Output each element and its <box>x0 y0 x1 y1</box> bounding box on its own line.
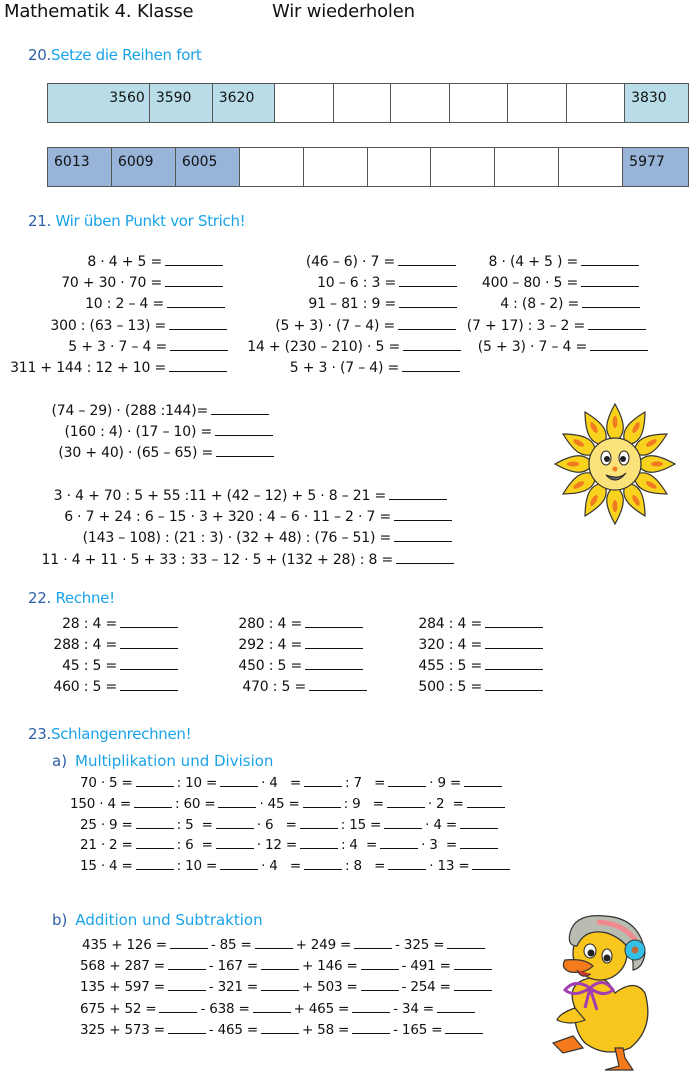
answer-blank[interactable] <box>464 774 502 787</box>
equation <box>64 507 452 526</box>
answer-blank[interactable] <box>170 337 228 351</box>
answer-blank[interactable] <box>581 273 639 287</box>
snake-operation: - 465 = <box>208 1021 258 1038</box>
snake-row <box>80 836 501 854</box>
series-cell-blank[interactable] <box>431 148 495 186</box>
equation-text: 460 : 5 = <box>53 679 117 695</box>
equation-text: (46 – 6) · 7 = <box>305 254 395 270</box>
answer-blank[interactable] <box>305 656 363 670</box>
exercise-21-heading <box>28 212 245 230</box>
exercise-title: Schlangenrechnen! <box>50 725 192 743</box>
exercise-22-heading <box>28 589 115 607</box>
snake-operation: · 4 = <box>425 816 457 833</box>
equation <box>482 273 639 292</box>
equation-text: 320 : 4 = <box>418 637 482 653</box>
snake-operation: · 4 = <box>261 775 302 791</box>
exercise-20-heading <box>28 46 202 64</box>
equation-text: 500 : 5 = <box>418 679 482 695</box>
equation-text: 292 : 4 = <box>238 637 302 653</box>
series-cell-blank[interactable] <box>391 84 450 122</box>
answer-blank[interactable] <box>467 795 505 808</box>
series-cell-blank[interactable] <box>334 84 392 122</box>
equation-text: 45 : 5 = <box>62 658 117 674</box>
equation <box>58 443 274 462</box>
equation-text: 400 – 80 · 5 = <box>481 275 578 292</box>
equation-text: (30 + 40) · (65 – 65) = <box>58 445 213 462</box>
series-cell-blank[interactable] <box>559 148 623 186</box>
equation <box>85 294 225 313</box>
snake-operation: : 8 = <box>345 858 386 875</box>
answer-blank[interactable] <box>169 316 227 330</box>
equation <box>64 422 273 441</box>
answer-blank[interactable] <box>136 836 174 849</box>
snake-operation: · 3 = <box>421 837 457 854</box>
answer-blank[interactable] <box>485 614 543 628</box>
equation-text: 5 + 3 · 7 – 4 = <box>68 338 167 355</box>
snake-operation: 135 + 597 = <box>80 979 165 996</box>
equation <box>290 358 460 377</box>
snake-operation: · 12 = <box>256 837 297 854</box>
snake-operation: - 165 = <box>393 1021 443 1038</box>
equation-text: 300 : (63 – 13) = <box>50 317 166 334</box>
equation <box>500 294 640 313</box>
snake-operation: : 10 = <box>176 858 218 875</box>
snake-operation: 325 + 573 = <box>80 1021 165 1038</box>
snake-operation: 70 · 5 = <box>80 775 133 791</box>
answer-blank[interactable] <box>588 316 646 330</box>
equation-text: 284 : 4 = <box>418 616 482 632</box>
answer-blank[interactable] <box>167 294 225 308</box>
snake-operation: · 4 = <box>261 858 302 875</box>
answer-blank[interactable] <box>170 936 208 949</box>
snake-operation: + 146 = <box>301 958 358 975</box>
answer-blank[interactable] <box>403 337 461 351</box>
equation-text: 14 + (230 – 210) · 5 = <box>247 338 400 355</box>
equation-text: 4 : (8 - 2) = <box>500 296 579 313</box>
equation <box>42 550 454 569</box>
snake-operation: · 9 = <box>429 775 462 791</box>
answer-blank[interactable] <box>454 978 492 991</box>
answer-blank[interactable] <box>120 677 178 691</box>
equation <box>418 635 543 654</box>
snake-row <box>80 1021 486 1039</box>
snake-operation: : 4 = <box>340 837 378 854</box>
worksheet-topic-title: Wir wiederholen <box>272 1 415 22</box>
equation-text: 11 · 4 + 11 · 5 + 33 : 33 – 12 · 5 + (132 + 28) : 8 = <box>41 551 393 568</box>
subtask-title: Multiplikation und Division <box>75 752 274 770</box>
number-series-row-2 <box>47 147 689 187</box>
equation <box>238 656 363 675</box>
worksheet-subject-title: Mathematik 4. Klasse <box>4 1 194 22</box>
answer-blank[interactable] <box>352 1000 390 1013</box>
equation-text: 28 : 4 = <box>62 616 117 632</box>
equation-text: 10 – 6 : 3 = <box>317 275 396 292</box>
answer-blank[interactable] <box>398 316 456 330</box>
snake-operation: : 5 = <box>176 816 213 833</box>
equation-text: (143 – 108) : (21 : 3) · (32 + 48) : (76 – 51) = <box>82 530 391 547</box>
snake-operation: 25 · 9 = <box>80 816 133 833</box>
series-cell-blank[interactable] <box>508 84 567 122</box>
answer-blank[interactable] <box>388 857 426 870</box>
snake-row <box>80 816 501 834</box>
equation <box>242 677 367 696</box>
answer-blank[interactable] <box>169 358 227 372</box>
series-cell-blank[interactable] <box>450 84 508 122</box>
answer-blank[interactable] <box>253 1000 291 1013</box>
equation-text: 6 · 7 + 24 : 6 – 15 · 3 + 320 : 4 – 6 · 11 – 2 · 7 = <box>64 509 391 526</box>
series-cell-given: 6013 <box>48 148 112 186</box>
equation-text: (5 + 3) · 7 – 4 = <box>477 338 587 355</box>
answer-blank[interactable] <box>261 1021 299 1034</box>
answer-blank[interactable] <box>300 836 338 849</box>
snake-operation: : 9 = <box>343 795 384 812</box>
snake-operation: + 249 = <box>295 937 352 953</box>
equation <box>53 635 178 654</box>
answer-blank[interactable] <box>136 816 174 829</box>
snake-operation: : 7 = <box>345 775 386 791</box>
series-cell-blank[interactable] <box>240 148 304 186</box>
snake-operation: : 6 = <box>176 837 213 854</box>
equation <box>247 337 461 356</box>
equation-text: (5 + 3) · (7 – 4) = <box>275 317 395 334</box>
answer-blank[interactable] <box>399 294 457 308</box>
answer-blank[interactable] <box>168 978 206 991</box>
answer-blank[interactable] <box>388 774 426 787</box>
equation-text: 8 · (4 + 5 ) = <box>488 254 578 270</box>
equation <box>489 252 639 271</box>
answer-blank[interactable] <box>305 635 363 649</box>
answer-blank[interactable] <box>396 550 454 564</box>
answer-blank[interactable] <box>120 635 178 649</box>
answer-blank[interactable] <box>389 486 447 500</box>
equation <box>418 677 543 696</box>
answer-blank[interactable] <box>402 358 460 372</box>
snake-operation: · 6 = <box>256 816 297 833</box>
answer-blank[interactable] <box>437 1000 475 1013</box>
snake-operation: + 465 = <box>293 1000 350 1017</box>
snake-operation: : 10 = <box>176 775 218 791</box>
answer-blank[interactable] <box>309 677 367 691</box>
snake-operation: 675 + 52 = <box>80 1000 157 1017</box>
answer-blank[interactable] <box>120 656 178 670</box>
answer-blank[interactable] <box>460 836 498 849</box>
subtask-label: a) <box>52 752 68 770</box>
answer-blank[interactable] <box>380 836 418 849</box>
answer-blank[interactable] <box>384 816 422 829</box>
exercise-23b-heading <box>52 911 263 929</box>
series-cell-given: 6009 <box>112 148 176 186</box>
answer-blank[interactable] <box>352 1021 390 1034</box>
answer-blank[interactable] <box>485 656 543 670</box>
equation <box>478 337 648 356</box>
answer-blank[interactable] <box>165 252 223 266</box>
answer-blank[interactable] <box>304 774 342 787</box>
snake-row <box>82 936 488 954</box>
series-cell-blank[interactable] <box>495 148 559 186</box>
equation-text: (74 – 29) · (288 :144)= <box>51 403 208 419</box>
series-cell-given: 3620 <box>213 84 275 122</box>
exercise-number: 22. <box>28 589 51 607</box>
equation-text: 5 + 3 · (7 – 4) = <box>289 360 399 376</box>
answer-blank[interactable] <box>582 294 640 308</box>
answer-blank[interactable] <box>165 273 223 287</box>
answer-blank[interactable] <box>136 774 174 787</box>
exercise-title: Wir üben Punkt vor Strich! <box>55 212 246 230</box>
snake-operation: - 254 = <box>401 979 451 996</box>
equation-text: (160 : 4) · (17 – 10) = <box>64 424 212 441</box>
equation <box>418 614 543 633</box>
equation <box>68 337 228 356</box>
equation-text: 450 : 5 = <box>238 658 302 674</box>
equation <box>61 273 223 292</box>
answer-blank[interactable] <box>120 614 178 628</box>
answer-blank[interactable] <box>304 857 342 870</box>
answer-blank[interactable] <box>447 936 485 949</box>
snake-operation: 21 · 2 = <box>80 837 133 854</box>
snake-operation: - 34 = <box>393 1000 434 1017</box>
answer-blank[interactable] <box>581 252 639 266</box>
equation-text: 3 · 4 + 70 : 5 + 55 :11 + (42 – 12) + 5 · 8 – 21 = <box>53 488 386 504</box>
snake-row <box>80 857 513 875</box>
equation <box>52 401 269 420</box>
equation <box>50 316 227 335</box>
equation <box>467 316 646 335</box>
snake-operation: · 13 = <box>429 858 470 875</box>
equation <box>87 252 223 271</box>
snake-operation: : 60 = <box>175 795 216 812</box>
series-cell-blank[interactable] <box>275 84 334 122</box>
answer-blank[interactable] <box>211 401 269 415</box>
snake-row <box>80 774 505 792</box>
equation <box>238 614 363 633</box>
snake-row <box>80 1000 478 1018</box>
answer-blank[interactable] <box>261 957 299 970</box>
answer-blank[interactable] <box>305 614 363 628</box>
answer-blank[interactable] <box>168 1021 206 1034</box>
exercise-title: Rechne! <box>55 589 115 607</box>
equation <box>62 614 178 633</box>
answer-blank[interactable] <box>394 528 452 542</box>
answer-blank[interactable] <box>216 816 254 829</box>
answer-blank[interactable] <box>168 957 206 970</box>
snake-operation: 15 · 4 = <box>80 858 133 875</box>
snake-operation: - 321 = <box>208 979 258 996</box>
exercise-23-heading <box>28 725 191 743</box>
snake-operation: - 491 = <box>401 958 451 975</box>
answer-blank[interactable] <box>398 252 456 266</box>
equation <box>308 294 457 313</box>
snake-operation: · 45 = <box>259 795 300 812</box>
answer-blank[interactable] <box>218 795 256 808</box>
equation <box>54 486 447 505</box>
snake-operation: 568 + 287 = <box>80 958 165 975</box>
answer-blank[interactable] <box>216 836 254 849</box>
equation-text: (7 + 17) : 3 – 2 = <box>466 317 585 334</box>
exercise-23a-heading <box>52 752 273 770</box>
equation <box>238 635 363 654</box>
answer-blank[interactable] <box>361 957 399 970</box>
answer-blank[interactable] <box>220 774 258 787</box>
series-cell-given: 3560 <box>48 84 150 122</box>
equation <box>317 273 457 292</box>
equation-text: 280 : 4 = <box>238 616 302 632</box>
answer-blank[interactable] <box>485 635 543 649</box>
snake-operation: - 325 = <box>395 937 445 953</box>
answer-blank[interactable] <box>399 273 457 287</box>
snake-operation: : 15 = <box>340 816 382 833</box>
answer-blank[interactable] <box>216 443 274 457</box>
series-cell-given: 3590 <box>150 84 213 122</box>
number-series-row-1 <box>47 83 689 123</box>
answer-blank[interactable] <box>387 795 425 808</box>
subtask-title: Addition und Subtraktion <box>75 911 263 929</box>
equation <box>275 316 456 335</box>
series-cell-given: 6005 <box>176 148 240 186</box>
snake-operation: - 638 = <box>200 1000 250 1017</box>
equation-text: 311 + 144 : 12 + 10 = <box>10 360 166 376</box>
series-cell-given: 5977 <box>623 148 689 186</box>
answer-blank[interactable] <box>472 857 510 870</box>
equation-text: 8 · 4 + 5 = <box>87 254 162 270</box>
equation-text: 470 : 5 = <box>242 679 306 695</box>
answer-blank[interactable] <box>159 1000 197 1013</box>
exercise-title: Setze die Reihen fort <box>50 46 202 64</box>
snake-operation: · 2 = <box>427 795 464 812</box>
snake-operation: - 167 = <box>208 958 258 975</box>
exercise-number: 20. <box>28 46 51 64</box>
answer-blank[interactable] <box>220 857 258 870</box>
exercise-number: 21. <box>28 212 51 230</box>
equation <box>62 656 178 675</box>
series-cell-blank[interactable] <box>567 84 625 122</box>
answer-blank[interactable] <box>485 677 543 691</box>
sun-flower-icon <box>553 402 677 526</box>
snake-row <box>70 795 508 813</box>
answer-blank[interactable] <box>460 816 498 829</box>
answer-blank[interactable] <box>215 422 273 436</box>
snake-operation: 435 + 126 = <box>82 937 167 953</box>
duckling-with-hat-icon <box>545 908 675 1073</box>
answer-blank[interactable] <box>394 507 452 521</box>
answer-blank[interactable] <box>136 857 174 870</box>
equation-text: 91 – 81 : 9 = <box>308 296 396 313</box>
answer-blank[interactable] <box>261 978 299 991</box>
equation <box>418 656 543 675</box>
equation <box>83 528 452 547</box>
snake-operation: + 503 = <box>301 979 358 996</box>
answer-blank[interactable] <box>361 978 399 991</box>
equation <box>10 358 227 377</box>
equation-text: 288 : 4 = <box>53 637 117 653</box>
series-cell-given: 3830 <box>625 84 689 122</box>
answer-blank[interactable] <box>134 795 172 808</box>
answer-blank[interactable] <box>590 337 648 351</box>
answer-blank[interactable] <box>255 936 293 949</box>
snake-operation: 150 · 4 = <box>70 795 132 812</box>
series-cell-blank[interactable] <box>304 148 368 186</box>
series-cell-blank[interactable] <box>368 148 432 186</box>
answer-blank[interactable] <box>303 795 341 808</box>
answer-blank[interactable] <box>300 816 338 829</box>
answer-blank[interactable] <box>354 936 392 949</box>
answer-blank[interactable] <box>454 957 492 970</box>
equation-text: 70 + 30 · 70 = <box>61 275 162 292</box>
equation-text: 10 : 2 – 4 = <box>85 296 164 313</box>
snake-operation: - 85 = <box>210 937 252 953</box>
equation <box>53 677 178 696</box>
snake-row <box>80 957 495 975</box>
snake-row <box>80 978 495 996</box>
exercise-number: 23. <box>28 725 51 743</box>
equation <box>306 252 456 271</box>
answer-blank[interactable] <box>445 1021 483 1034</box>
subtask-label: b) <box>52 911 68 929</box>
snake-operation: + 58 = <box>301 1021 350 1038</box>
equation-text: 455 : 5 = <box>418 658 482 674</box>
